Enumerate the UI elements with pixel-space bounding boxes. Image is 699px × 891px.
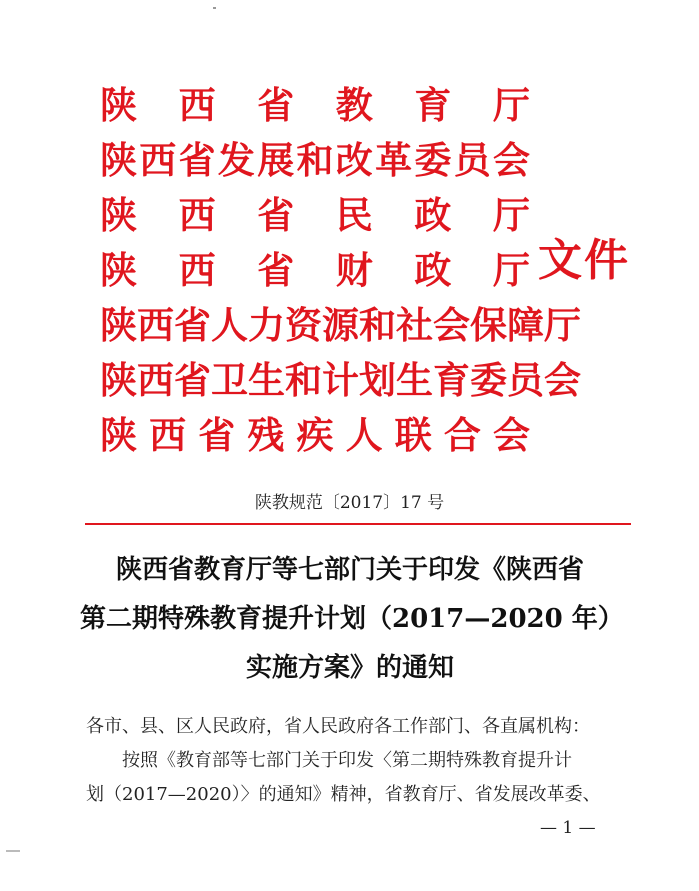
document-title — [80, 546, 624, 693]
document-body — [86, 710, 626, 812]
body-salutation: 各市、县、区人民政府，省人民政府各工作部门、各直属机构： — [86, 716, 590, 737]
issuer-line: 陕西省残疾人联合会 — [100, 413, 530, 457]
body-paragraph-line: 按照《教育部等七部门关于印发〈第二期特殊教育提升计 — [122, 750, 572, 771]
scan-speck — [6, 850, 20, 852]
issuer-line: 陕西省发展和改革委员会 — [100, 138, 530, 182]
title-line: 实施方案》的通知 — [245, 653, 454, 683]
issuing-authorities — [100, 78, 581, 463]
page-number: — 1 — — [540, 818, 596, 838]
red-divider-line — [85, 523, 631, 525]
title-line: 陕西省教育厅等七部门关于印发《陕西省 — [115, 555, 584, 585]
issuer-line: 陕西省财政厅 — [100, 248, 530, 292]
issuer-line: 陕西省民政厅 — [100, 193, 530, 237]
body-paragraph-line: 划（2017—2020）〉的通知》精神，省教育厅、省发展改革委、 — [86, 784, 601, 805]
issuer-line: 陕西省人力资源和社会保障厅 — [100, 303, 581, 347]
document-type-label: 文件 — [538, 235, 630, 286]
scan-speck — [213, 7, 216, 9]
issuer-line: 陕西省卫生和计划生育委员会 — [100, 358, 581, 402]
title-line: 第二期特殊教育提升计划（2017—2020 年） — [80, 604, 624, 634]
issuer-line: 陕西省教育厅 — [100, 83, 530, 127]
document-number: 陕教规范〔2017〕17 号 — [254, 493, 445, 513]
